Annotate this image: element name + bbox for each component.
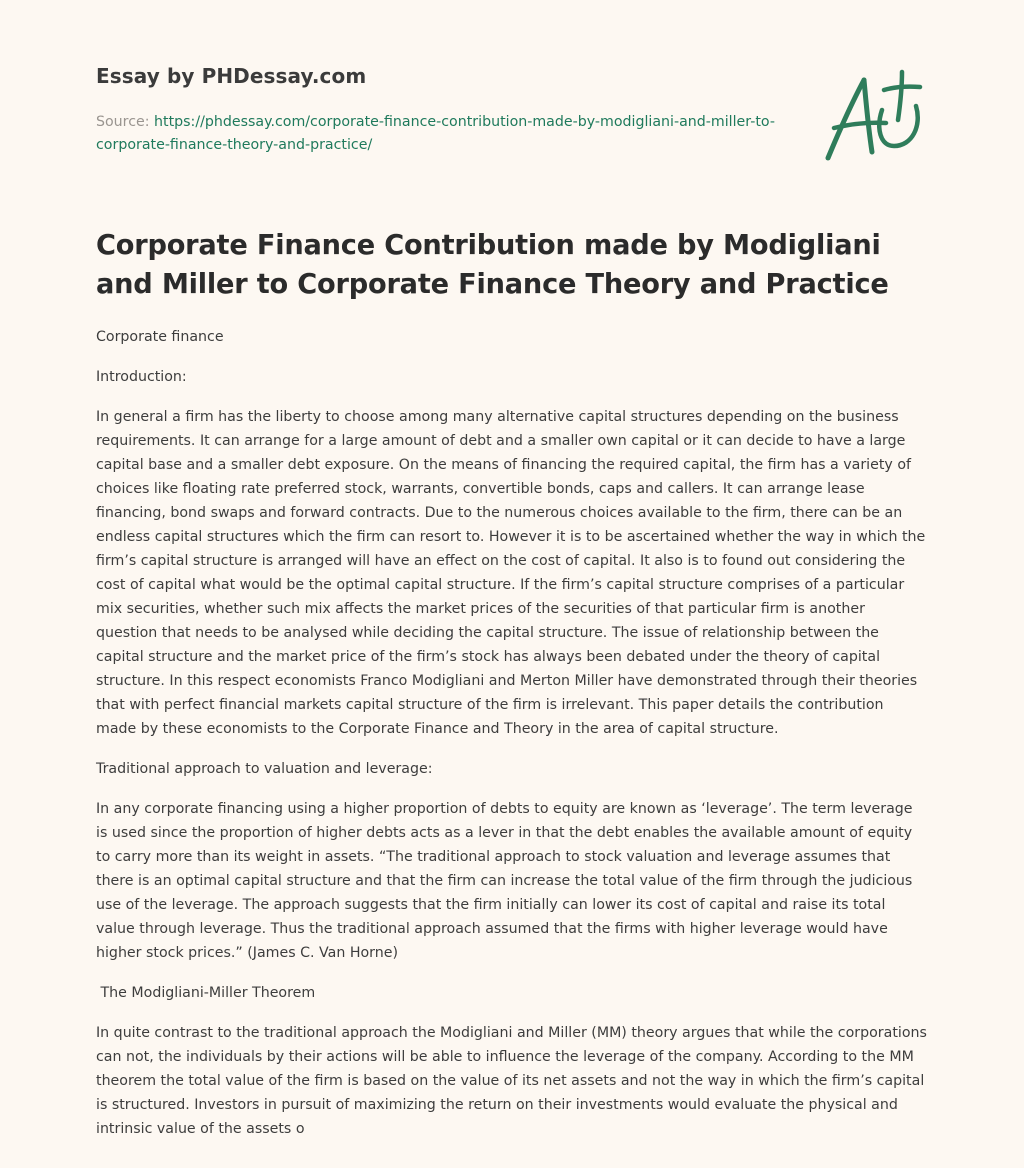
essay-title: Corporate Finance Contribution made by Modigliani and Miller to Corporate Finance Theory and Practice	[96, 230, 889, 300]
mm-heading: The Modigliani-Miller Theorem	[96, 985, 316, 1001]
mm-paragraph: In quite contrast to the traditional approach the Modigliani and Miller (MM) theory argues that while the corporations can not, the individuals by their actions will be able to influence the leverage of the company. According to the MM theorem the total value of the firm is based on the value of its net assets and not the way in which the firm’s capital is structured. Investors in pursuit of maximizing the return on their investments would evaluate the physical and intrinsic value of the assets o	[96, 1025, 927, 1137]
traditional-paragraph: In any corporate financing using a higher proportion of debts to equity are known as ‘leverage’. The term leverage is used since the proportion of higher debts acts as a lever in that the debt enables the available amount of equity to carry more than its weight in assets. “The traditional approach to stock valuation and leverage assumes that there is an optimal capital structure and that the firm can increase the total value of the firm through the judicious use of the leverage. The approach suggests that the firm initially can lower its cost of capital and raise its total value through leverage. Thus the traditional approach assumed that the firms with higher leverage would have higher stock prices.” (James C. Van Horne)	[96, 801, 913, 961]
source-label: Source:	[96, 114, 150, 130]
essay-body	[96, 325, 928, 1157]
essay-subject: Corporate finance	[96, 329, 224, 345]
source-line	[96, 111, 776, 157]
intro-heading: Introduction:	[96, 369, 187, 385]
source-link[interactable]: https://phdessay.com/corporate-finance-contribution-made-by-modigliani-and-miller-to-corporate-finance-theory-and-practice/	[96, 114, 775, 153]
a-plus-logo-icon	[820, 66, 928, 166]
intro-paragraph: In general a firm has the liberty to choose among many alternative capital structures depending on the business requirements. It can arrange for a large amount of debt and a smaller own capital or it can decide to have a large capital base and a smaller debt exposure. On the means of financing the required capital, the firm has a variety of choices like floating rate preferred stock, warrants, convertible bonds, caps and callers. It can arrange lease financing, bond swaps and forward contracts. Due to the numerous choices available to the firm, there can be an endless capital structures which the firm can resort to. However it is to be ascertained whether the way in which the firm’s capital structure is arranged will have an effect on the cost of capital. It also is to found out considering the cost of capital what would be the optimal capital structure. If the firm’s capital structure comprises of a particular mix securities, whether such mix affects the market prices of the securities of that particular firm is another question that needs to be analysed while deciding the capital structure. The issue of relationship between the capital structure and the market price of the firm’s stock has always been debated under the theory of capital structure. In this respect economists Franco Modigliani and Merton Miller have demonstrated through their theories that with perfect financial markets capital structure of the firm is irrelevant. This paper details the contribution made by these economists to the Corporate Finance and Theory in the area of capital structure.	[96, 409, 926, 737]
site-title: Essay by PHDessay.com	[96, 64, 367, 88]
traditional-heading: Traditional approach to valuation and leverage:	[96, 761, 433, 777]
